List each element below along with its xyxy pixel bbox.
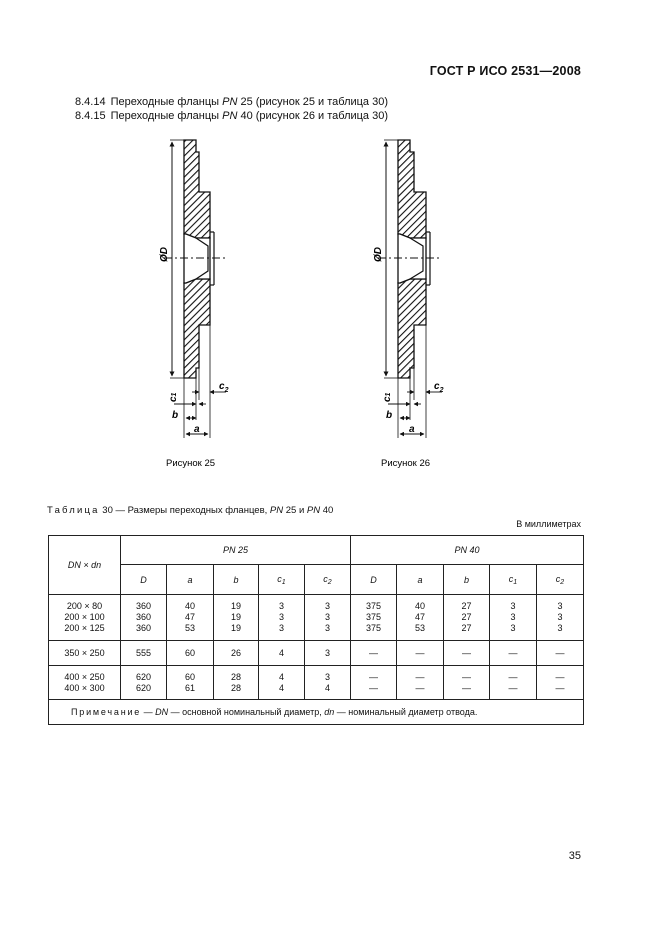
table-caption-pn: PN	[269, 505, 284, 516]
table-row	[49, 641, 584, 666]
figure-25-caption: Рисунок 25	[166, 458, 216, 469]
cell-dn-dn: 200 × 80 200 × 100 200 × 125	[49, 595, 121, 641]
table-body	[49, 595, 584, 700]
units-label: В миллиметрах	[516, 519, 581, 529]
section-text-end: 25 (рисунок 25 и таблица 30)	[237, 96, 389, 108]
section-text: Переходные фланцы	[110, 96, 223, 108]
label-a: a	[194, 424, 200, 435]
table-caption	[47, 505, 333, 516]
header-c2-main: c	[555, 573, 561, 584]
cell-pn40-c1: — —	[490, 666, 537, 700]
document-header: ГОСТ Р ИСО 2531—2008	[429, 64, 581, 78]
cell-pn40-c2: —	[537, 641, 584, 666]
header-d: D	[351, 565, 397, 595]
section-text: Переходные фланцы	[110, 110, 223, 122]
cell-pn40-c1: —	[490, 641, 537, 666]
header-c1-sub: 1	[281, 578, 286, 586]
label-c2-main: c	[434, 381, 440, 392]
label-c1	[382, 392, 393, 402]
header-c2	[305, 565, 351, 595]
cell-pn40-c2: — —	[537, 666, 584, 700]
label-b: b	[172, 410, 179, 421]
flange-bore	[184, 234, 210, 283]
note-text: — номинальный диаметр отвода.	[334, 707, 478, 717]
flange-section-upper	[398, 140, 426, 238]
flange-section-upper	[184, 140, 210, 238]
cell-pn40-c2: 3 3 3	[537, 595, 584, 641]
flange-section-lower	[398, 279, 426, 378]
header-b: b	[444, 565, 490, 595]
figure-26	[373, 140, 444, 469]
page-number: 35	[568, 850, 581, 862]
label-c1-main: c	[382, 396, 393, 402]
section-pn: PN	[222, 96, 238, 108]
figure-26-caption: Рисунок 26	[381, 458, 431, 469]
cell-pn25-a: 40 47 53	[167, 595, 214, 641]
label-c2-main: c	[219, 381, 225, 392]
label-c2-sub: 2	[224, 387, 229, 394]
cell-pn25-c2: 3	[305, 641, 351, 666]
header-a: a	[397, 565, 444, 595]
label-a: a	[409, 424, 415, 435]
header-c1-sub: 1	[513, 578, 518, 586]
cell-pn40-c1: 3 3 3	[490, 595, 537, 641]
cell-pn25-c1: 4	[259, 641, 305, 666]
figure-25	[159, 140, 229, 469]
section-number: 8.4.15	[75, 110, 106, 122]
header-b: b	[214, 565, 259, 595]
flange-section-lower	[184, 279, 210, 378]
cell-pn25-d: 620 620	[121, 666, 167, 700]
flange-bore	[398, 234, 426, 283]
header-c2-sub: 2	[327, 578, 332, 586]
label-c1-sub: 1	[385, 392, 392, 397]
header-c1-main: c	[277, 573, 282, 584]
note-dn-small: dn	[324, 707, 335, 717]
cell-pn25-c2: 3 4	[305, 666, 351, 700]
header-c2-main: c	[323, 573, 328, 584]
cell-pn40-d: — —	[351, 666, 397, 700]
header-c2	[537, 565, 584, 595]
header-c1	[259, 565, 305, 595]
table-caption-text: 30 — Размеры переходных фланцев,	[99, 505, 270, 516]
label-d: ØD	[159, 247, 170, 262]
label-d: ØD	[373, 247, 384, 262]
header-a: a	[167, 565, 214, 595]
cell-pn40-a: 40 47 53	[397, 595, 444, 641]
cell-pn25-d: 555	[121, 641, 167, 666]
header-c1	[490, 565, 537, 595]
header-d: D	[121, 565, 167, 595]
header-dn-dn: DN × dn	[49, 536, 121, 595]
flange-dimensions-table	[48, 535, 584, 725]
cell-pn40-b: —	[444, 641, 490, 666]
table-caption-mid: 25 и	[283, 505, 307, 516]
cell-dn-dn: 400 × 250 400 × 300	[49, 666, 121, 700]
table-row	[49, 666, 584, 700]
cell-pn25-d: 360 360 360	[121, 595, 167, 641]
cell-pn25-c1: 4 4	[259, 666, 305, 700]
cell-pn25-c2: 3 3 3	[305, 595, 351, 641]
header-c1-main: c	[508, 573, 514, 584]
cell-dn-dn: 350 × 250	[49, 641, 121, 666]
note-dn: DN	[155, 707, 169, 717]
header-pn25: PN 25	[121, 536, 351, 565]
cell-pn25-b: 26	[214, 641, 259, 666]
label-c1-main: c	[168, 396, 179, 402]
label-c1-sub: 1	[171, 392, 178, 397]
table-caption-pn: PN	[306, 505, 321, 516]
section-number: 8.4.14	[75, 96, 106, 108]
cell-pn25-c1: 3 3 3	[259, 595, 305, 641]
label-b: b	[386, 410, 393, 421]
cell-pn40-a: —	[397, 641, 444, 666]
cell-pn40-a: — —	[397, 666, 444, 700]
cell-pn40-d: —	[351, 641, 397, 666]
cell-pn40-b: 27 27 27	[444, 595, 490, 641]
section-text-end: 40 (рисунок 26 и таблица 30)	[237, 110, 389, 122]
table-caption-label: Таблица	[47, 505, 100, 516]
label-c1	[168, 392, 179, 402]
cell-pn25-a: 60 61	[167, 666, 214, 700]
note-label: Примечание	[71, 707, 142, 717]
table-row	[49, 595, 584, 641]
cell-pn25-a: 60	[167, 641, 214, 666]
note-text: — основной номинальный диаметр,	[168, 707, 325, 717]
cell-pn25-b: 28 28	[214, 666, 259, 700]
section-pn: PN	[222, 110, 238, 122]
table-caption-end: 40	[320, 505, 334, 516]
header-pn40: PN 40	[351, 536, 584, 565]
note-text: —	[141, 707, 156, 717]
header-c2-sub: 2	[560, 578, 565, 586]
cell-pn40-d: 375 375 375	[351, 595, 397, 641]
table-note	[49, 700, 584, 725]
cell-pn25-b: 19 19 19	[214, 595, 259, 641]
label-c2-sub: 2	[439, 387, 444, 394]
cell-pn40-b: — —	[444, 666, 490, 700]
